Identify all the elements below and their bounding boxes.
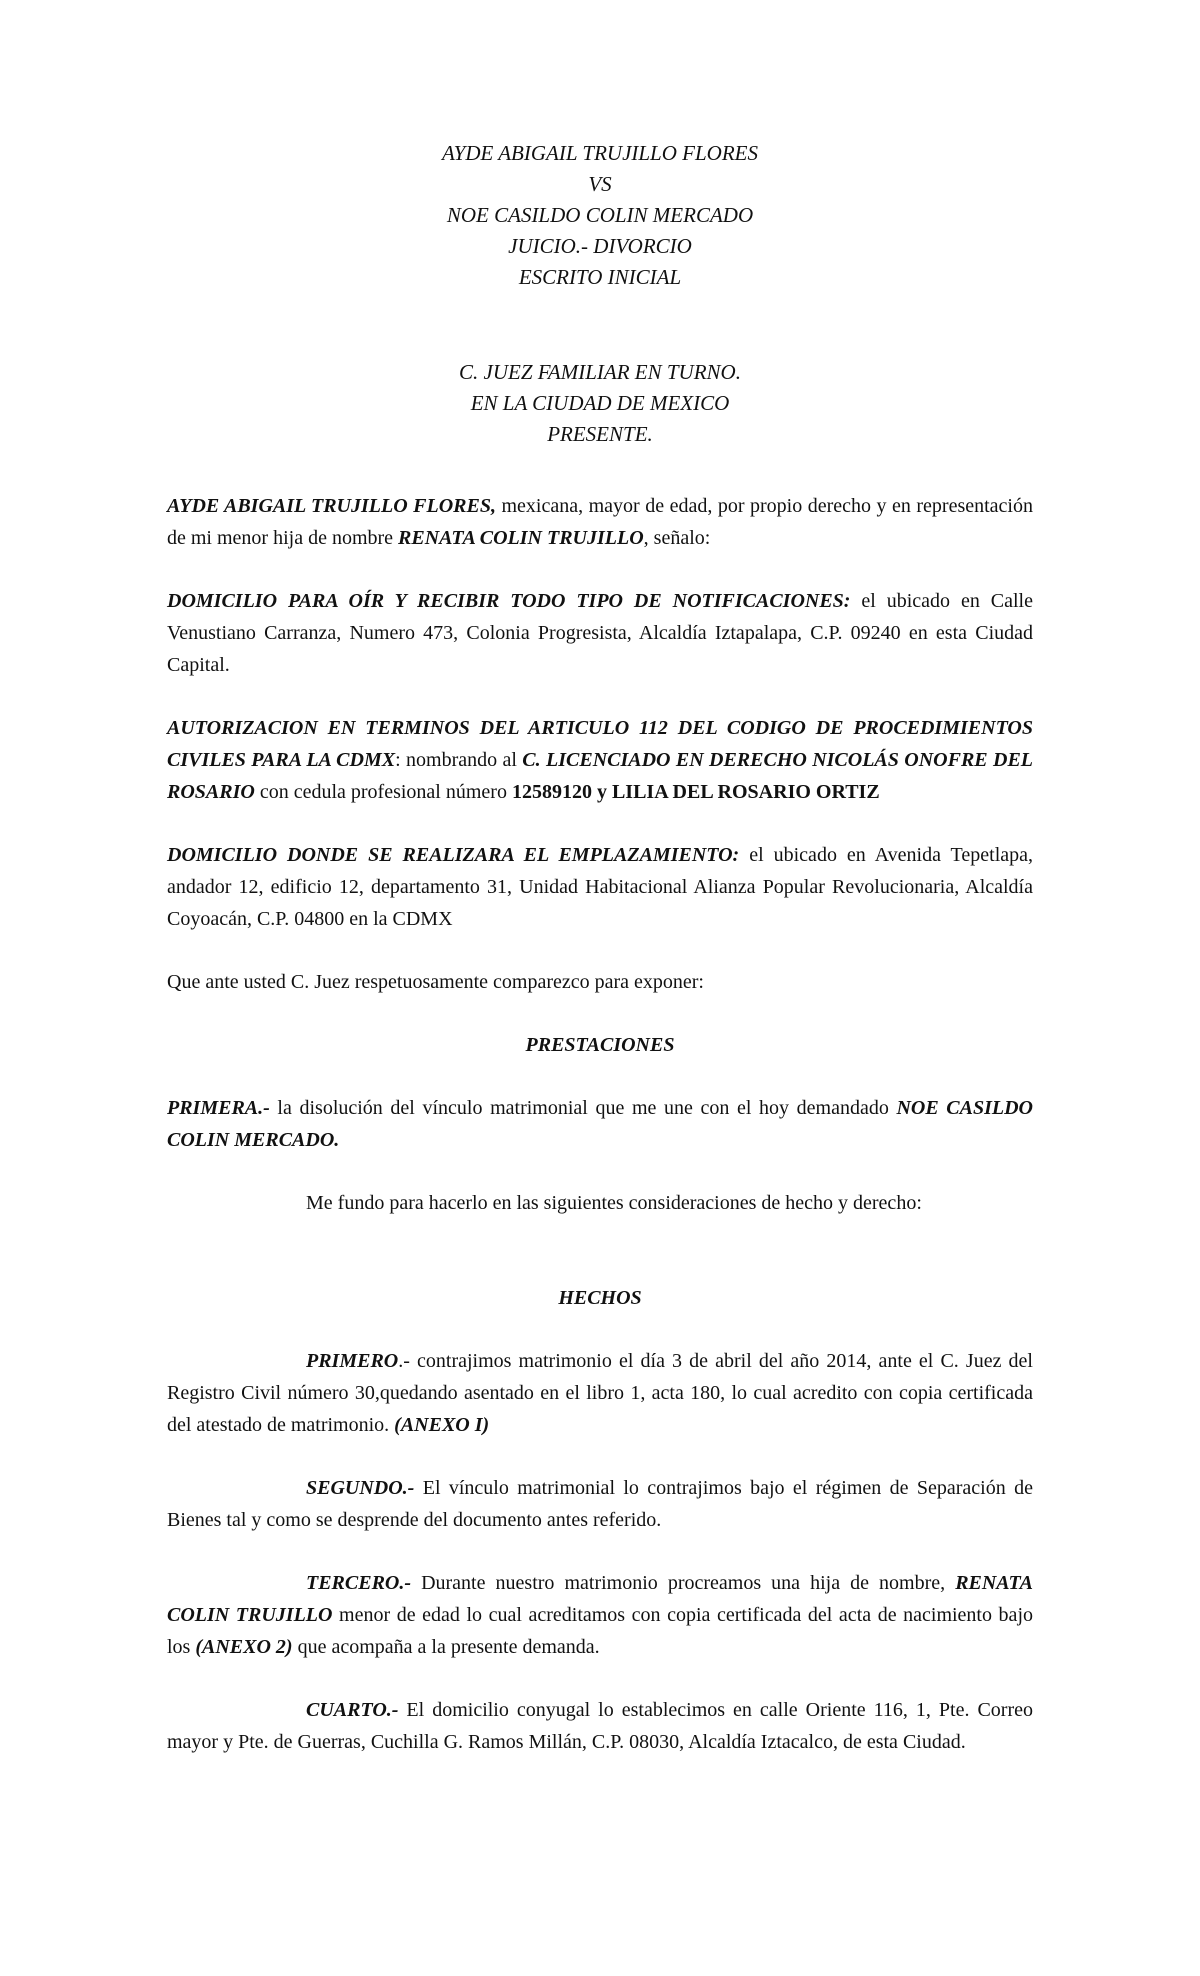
authorization-label: AUTORIZACION EN TERMINOS DEL ARTICULO 112 DEL CODIGO DE PROCEDIMIENTOS CIVILES PARA LA CDMX — [167, 717, 1033, 771]
hecho-segundo-label: SEGUNDO.- — [306, 1477, 415, 1499]
notification-address-paragraph — [167, 585, 1033, 681]
intro-text-1: mexicana, mayor de edad, por propio derecho y en representación de mi menor hija de nombre — [167, 495, 1033, 549]
authorization-lawyer: C. LICENCIADO EN DERECHO NICOLÁS ONOFRE DEL ROSARIO — [167, 749, 1034, 803]
hecho-primero-text: .- contrajimos matrimonio el día 3 de abril del año 2014, ante el C. Juez del Registro Civil número 30,quedando asentado en el libro 1, acta 180, lo cual acredito con copia certificada del atestado de matrimonio. — [167, 1350, 1033, 1436]
caption-defendant: NOE CASILDO COLIN MERCADO — [446, 203, 754, 227]
authorization-paragraph — [167, 712, 1033, 808]
document-page — [167, 138, 1033, 1789]
service-address-text: el ubicado en Avenida Tepetlapa, andador 12, edificio 12, departamento 31, Unidad Habitacional Alianza Popular Revolucionaria, Alcaldía Coyoacán, C.P. 04800 en la CDMX — [167, 844, 1034, 930]
court-city: EN LA CIUDAD DE MEXICO — [470, 391, 730, 415]
hecho-primero-anexo: (ANEXO I) — [394, 1414, 490, 1436]
caption-plaintiff: AYDE ABIGAIL TRUJILLO FLORES — [442, 141, 758, 165]
prestacion-primera-text: la disolución del vínculo matrimonial que me une con el hoy demandado — [269, 1097, 897, 1119]
prestacion-primera-name: NOE CASILDO COLIN MERCADO. — [167, 1097, 1033, 1151]
hecho-tercero-text-1: Durante nuestro matrimonio procreamos una hija de nombre, — [411, 1572, 956, 1594]
case-caption — [167, 138, 1033, 293]
court-address — [167, 357, 1033, 450]
hecho-tercero-anexo: (ANEXO 2) — [195, 1636, 293, 1658]
hecho-tercero-text-3: que acompaña a la presente demanda. — [292, 1636, 600, 1658]
hecho-segundo — [167, 1472, 1033, 1536]
appearance-paragraph: Que ante usted C. Juez respetuosamente comparezco para exponer: — [167, 971, 704, 993]
notification-address-text: el ubicado en Calle Venustiano Carranza, Numero 473, Colonia Progresista, Alcaldía Iztapalapa, C.P. 09240 en esta Ciudad Capital. — [167, 590, 1033, 676]
hecho-cuarto — [167, 1694, 1033, 1758]
service-address-paragraph — [167, 839, 1033, 935]
authorization-text-2: con cedula profesional número — [254, 781, 512, 803]
caption-trial: JUICIO.- DIVORCIO — [508, 234, 692, 258]
hecho-segundo-text: El vínculo matrimonial lo contrajimos bajo el régimen de Separación de Bienes tal y como se desprende del documento antes referido. — [167, 1477, 1033, 1531]
intro-paragraph — [167, 490, 1033, 554]
hecho-primero-label: PRIMERO — [306, 1350, 399, 1372]
hecho-tercero-text-2: menor de edad lo cual acreditamos con copia certificada del acta de nacimiento bajo los — [167, 1604, 1033, 1658]
prestacion-primera — [167, 1092, 1033, 1156]
court-judge: C. JUEZ FAMILIAR EN TURNO. — [459, 360, 741, 384]
caption-versus: VS — [588, 172, 612, 196]
hecho-tercero — [167, 1567, 1033, 1663]
hecho-tercero-name: RENATA COLIN TRUJILLO — [167, 1572, 1033, 1626]
authorization-text-1: : nombrando al — [395, 749, 523, 771]
caption-document: ESCRITO INICIAL — [518, 265, 682, 289]
hecho-tercero-label: TERCERO.- — [306, 1572, 412, 1594]
court-present: PRESENTE. — [547, 422, 653, 446]
prestaciones-heading: PRESTACIONES — [525, 1034, 675, 1056]
hechos-heading: HECHOS — [558, 1287, 642, 1309]
intro-child-name: RENATA COLIN TRUJILLO — [398, 527, 644, 549]
grounds-paragraph: Me fundo para hacerlo en las siguientes consideraciones de hecho y derecho: — [306, 1192, 922, 1214]
hecho-primero — [167, 1345, 1033, 1441]
notification-address-label: DOMICILIO PARA OÍR Y RECIBIR TODO TIPO DE NOTIFICACIONES: — [167, 590, 851, 612]
intro-text-2: , señalo: — [643, 527, 711, 549]
hecho-cuarto-text: El domicilio conyugal lo establecimos en calle Oriente 116, 1, Pte. Correo mayor y Pte. de Guerras, Cuchilla G. Ramos Millán, C.P. 08030, Alcaldía Iztacalco, de esta Ciudad. — [167, 1699, 1033, 1753]
intro-name: AYDE ABIGAIL TRUJILLO FLORES, — [167, 495, 496, 517]
authorization-cedula: 12589120 y LILIA DEL ROSARIO ORTIZ — [511, 781, 880, 803]
hecho-cuarto-label: CUARTO.- — [306, 1699, 399, 1721]
service-address-label: DOMICILIO DONDE SE REALIZARA EL EMPLAZAMIENTO: — [167, 844, 740, 866]
prestacion-primera-label: PRIMERA.- — [167, 1097, 270, 1119]
